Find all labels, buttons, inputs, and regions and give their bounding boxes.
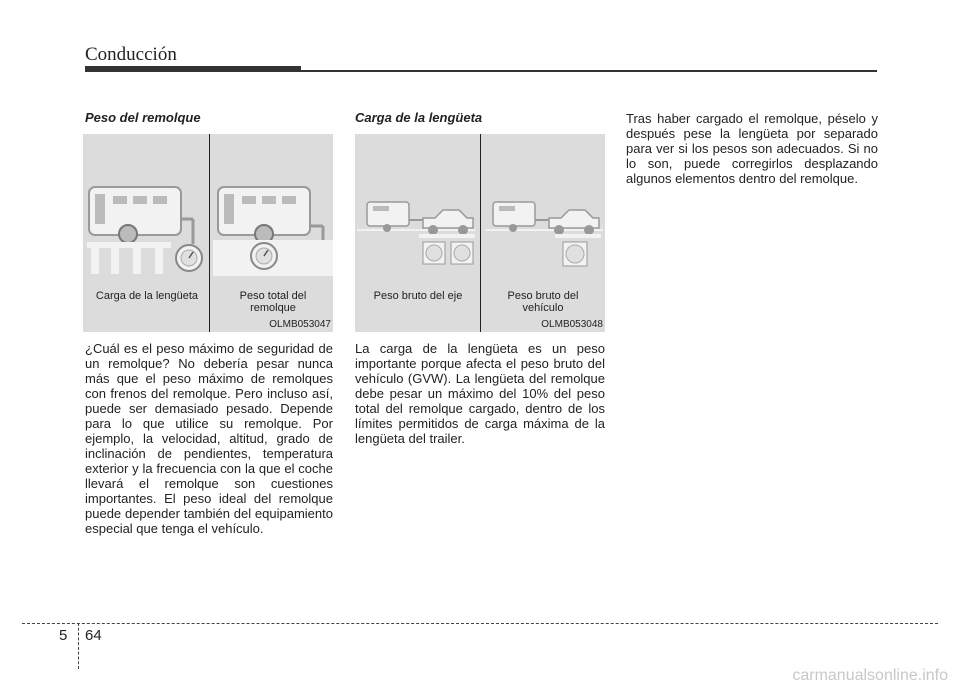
section-heading-tongue-load: Carga de la lengüeta <box>355 110 483 125</box>
figure-label-tongue-load: Carga de la lengüeta <box>95 290 199 302</box>
figure-code: OLMB053047 <box>269 319 331 330</box>
figure-label-axle-weight: Peso bruto del eje <box>373 290 463 302</box>
body-text-trailer-weight <box>85 341 333 536</box>
watermark: carmanualsonline.info <box>792 667 948 684</box>
body-text-tongue-load <box>355 341 605 446</box>
chapter-number: 5 <box>59 627 68 644</box>
figure-label-total-trailer-weight: Peso total del remolque <box>239 290 307 314</box>
trailer-on-scale-drawing <box>213 187 333 276</box>
figure-code: OLMB053048 <box>541 319 603 330</box>
trailer-on-stands-drawing <box>87 187 202 274</box>
figure-label-vehicle-weight: Peso bruto del vehículo <box>507 290 579 314</box>
paragraph: ¿Cuál es el peso máximo de seguridad de un remolque? No debería pesar nunca más que el peso máximo de remolques con frenos del remolque. Pero incluso así, puede ser demasiado pesado. Depende para lo que utilice su remolque. Por ejemplo, la velocidad, altitud, grado de inclinación de pendientes, temperatura exterior y la frecuencia con la que el coche llevará el remolque son cuestiones importantes. El peso ideal del remolque puede depender también del equipamiento especial que tenga el vehículo. <box>85 341 333 536</box>
section-heading-trailer-weight: Peso del remolque <box>85 110 201 125</box>
page-header-title: Conducción <box>85 44 177 65</box>
trailer-and-car-right-drawing <box>485 202 603 266</box>
figure-tongue-load <box>355 134 605 332</box>
body-text-weighing <box>626 111 878 186</box>
header-rule <box>85 70 877 72</box>
footer-rule <box>22 623 938 624</box>
paragraph: Tras haber cargado el remolque, péselo y después pese la lengüeta por separado para ver si los pesos son adecuados. Si no lo son, puede corregirlos desplazando algunos elementos dentro del remolque. <box>626 111 878 186</box>
footer-separator <box>78 623 79 669</box>
figure-trailer-weight <box>83 134 333 332</box>
paragraph: La carga de la lengüeta es un peso importante porque afecta el peso bruto del vehículo (GVW). La lengüeta del remolque debe pesar un máximo del 10% del peso total del remolque cargado, dentro de los límites permitidos de carga máxima de la lengüeta del trailer. <box>355 341 605 446</box>
page-number: 64 <box>85 627 102 644</box>
figure-divider <box>209 134 210 332</box>
figure-divider <box>480 134 481 332</box>
trailer-and-car-left-drawing <box>357 202 475 264</box>
